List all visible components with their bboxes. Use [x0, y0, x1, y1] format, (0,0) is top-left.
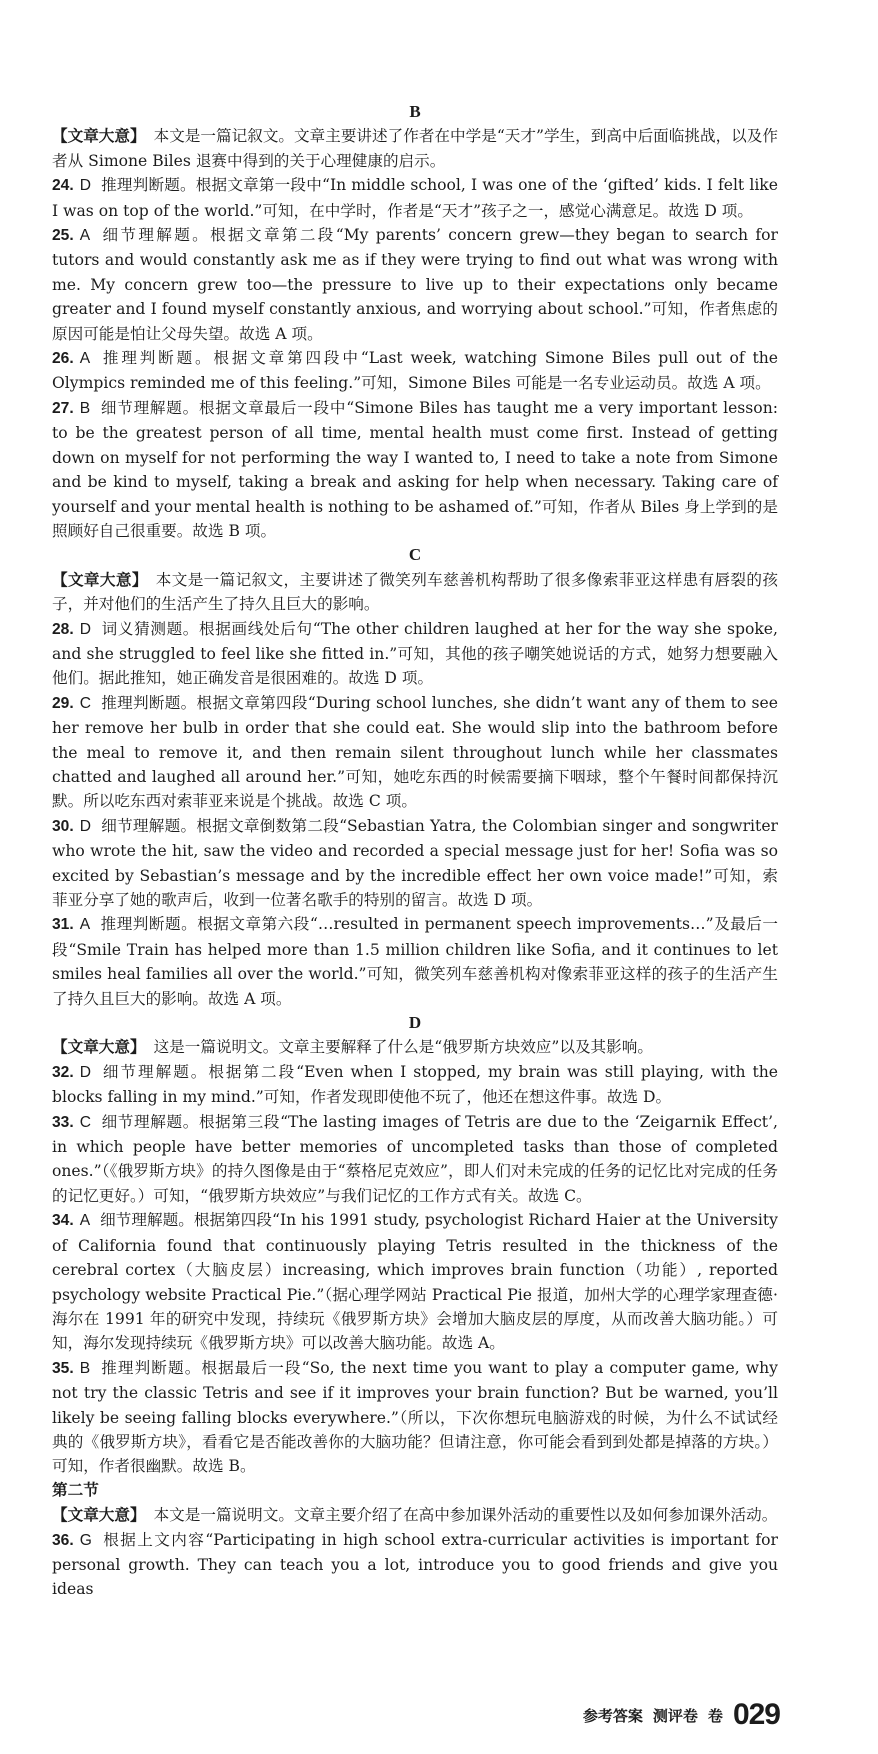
answer-item-36: 36. G 根据上文内容“Participating in high school extra-curricular activities is important for personal growth. They can teach you a lot, introduce you to good friends and give you ideas [52, 1530, 778, 1599]
page-footer [530, 1695, 780, 1735]
summary-label: 【文章大意】 [52, 1037, 146, 1057]
summary-label: 【文章大意】 [52, 126, 146, 146]
answer-item-25: 25. A 细节理解题。根据文章第二段“My parents’ concern grew—they began to search for tutors and would constantly ask me as if they were trying to find out what was wrong with me. My concern grew too—the pressure to live up to their expectations only became greater and I found myself constantly anxious, and worrying about school.”可知，作者焦虑的原因可能是怕让父母失望。故选 A 项。 [52, 226, 778, 343]
footer-label-answers: 参考答案 [582, 1707, 643, 1725]
section-title-c: C [408, 545, 422, 565]
section-title-d: D [408, 1013, 422, 1033]
page-number: 029 [732, 1698, 780, 1731]
answer-item-28: 28. D 词义猜测题。根据画线处后句“The other children laughed at her for the way she spoke, and she struggled to feel like she fitted in.”可知，其他的孩子嘲笑她说话的方式，她努力想要融入他们。据此推知，她正确发音是很困难的。故选 D 项。 [52, 619, 778, 688]
footer-label-volume: 卷 [707, 1707, 723, 1725]
summary-label: 【文章大意】 [52, 1505, 146, 1525]
summary-label: 【文章大意】 [52, 569, 148, 589]
article-summary: 【文章大意】 这是一篇说明文。文章主要解释了什么是“俄罗斯方块效应”以及其影响。 [52, 1037, 653, 1057]
answer-key-page [52, 100, 778, 1602]
answer-item-24: 24. D 推理判断题。根据文章第一段中“In middle school, I was one of the ‘gifted’ kids. I felt like I was on top of the world.”可知，在中学时，作者是“天才”孩子之一，感觉心满意足。故选 D 项。 [52, 176, 778, 220]
answer-item-30: 30. D 细节理解题。根据文章倒数第二段“Sebastian Yatra, the Colombian singer and songwriter who wrote the hit, saw the video and recorded a special message just for her! Sofia was so excited by Sebastian’s message and by the incredible effect her own voice made!”可知，索菲亚分享了她的歌声后，收到一位著名歌手的特别的留言。故选 D 项。 [52, 816, 778, 909]
article-summary: 【文章大意】 本文是一篇说明文。文章主要介绍了在高中参加课外活动的重要性以及如何参加课外活动。 [52, 1505, 778, 1525]
answer-item-34: 34. A 细节理解题。根据第四段“In his 1991 study, psychologist Richard Haier at the University of California found that continuously playing Tetris resulted in the thickness of the cerebral cortex（大脑皮层）increasing, which improves brain function（功能）, reported psychology website Practical Pie.”（据心理学网站 Practical Pie 报道，加州大学的心理学家理查德·海尔在 1991 年的研究中发现，持续玩《俄罗斯方块》会增加大脑皮层的厚度，从而改善大脑功能。）可知，海尔发现持续玩《俄罗斯方块》可以改善大脑功能。故选 A。 [52, 1211, 778, 1353]
answer-item-32: 32. D 细节理解题。根据第二段“Even when I stopped, my brain was still playing, with the blocks falling in my mind.”可知，作者发现即使他不玩了，他还在想这件事。故选 D。 [52, 1062, 778, 1107]
answer-item-33: 33. C 细节理解题。根据第三段“The lasting images of Tetris are due to the ‘Zeigarnik Effect’, in which people have better memories of uncompleted tasks than those of completed ones.”（《俄罗斯方块》的持久图像是由于“蔡格尼克效应”，即人们对未完成的任务的记忆比对完成的任务的记忆更好。）可知，“俄罗斯方块效应”与我们记忆的工作方式有关。故选 C。 [52, 1112, 778, 1205]
answer-item-27: 27. B 细节理解题。根据文章最后一段中“Simone Biles has taught me a very important lesson: to be the greatest person of all time, mental health must come first. Instead of getting down on myself for not performing the way I wanted to, I need to take a note from Simone and be kind to myself, taking a break and asking for help when necessary. Taking care of yourself and your mental health is nothing to be ashamed of.”可知，作者从 Biles 身上学到的是照顾好自己很重要。故选 B 项。 [52, 398, 778, 540]
section-subheading: 第二节 [52, 1481, 99, 1499]
answer-item-31: 31. A 推理判断题。根据文章第六段“…resulted in permanent speech improvements…”及最后一段“Smile Train has helped more than 1.5 million children like Sofia, and it continues to let smiles heal families all over the world.”可知，微笑列车慈善机构对像索菲亚这样的孩子的生活产生了持久且巨大的影响。故选 A 项。 [52, 915, 778, 1008]
answer-item-29: 29. C 推理判断题。根据文章第四段“During school lunches, she didn’t want any of them to see her remove her bulb in order that she could eat. She would slip into the bathroom before the meal to remove it, and then remain silent throughout lunch while her classmates chatted and laughed all around her.”可知，她吃东西的时候需要摘下咽球，整个午餐时间都保持沉默。所以吃东西对索菲亚来说是个挑战。故选 C 项。 [52, 693, 778, 811]
article-summary: 【文章大意】 本文是一篇记叙文，主要讲述了微笑列车慈善机构帮助了很多像索菲亚这样患有唇裂的孩子，并对他们的生活产生了持久且巨大的影响。 [52, 569, 778, 614]
answer-item-35: 35. B 推理判断题。根据最后一段“So, the next time you want to play a computer game, why not try the classic Tetris and see if it improves your brain function? But be warned, you’ll likely be seeing falling blocks everywhere.”（所以，下次你想玩电脑游戏的时候，为什么不试试经典的《俄罗斯方块》，看看它是否能改善你的大脑功能？但请注意，你可能会看到到处都是掉落的方块。）可知，作者很幽默。故选 B。 [52, 1358, 778, 1476]
article-summary: 【文章大意】 本文是一篇记叙文。文章主要讲述了作者在中学是“天才”学生，到高中后面临挑战，以及作者从 Simone Biles 退赛中得到的关于心理健康的启示。 [52, 126, 778, 170]
section-title-b: B [409, 102, 421, 121]
footer-label-test: 测评卷 [652, 1707, 698, 1725]
answer-item-26: 26. A 推理判断题。根据文章第四段中“Last week, watching Simone Biles pull out of the Olympics reminded me of this feeling.”可知，Simone Biles 可能是一名专业运动员。故选 A 项。 [52, 349, 778, 393]
